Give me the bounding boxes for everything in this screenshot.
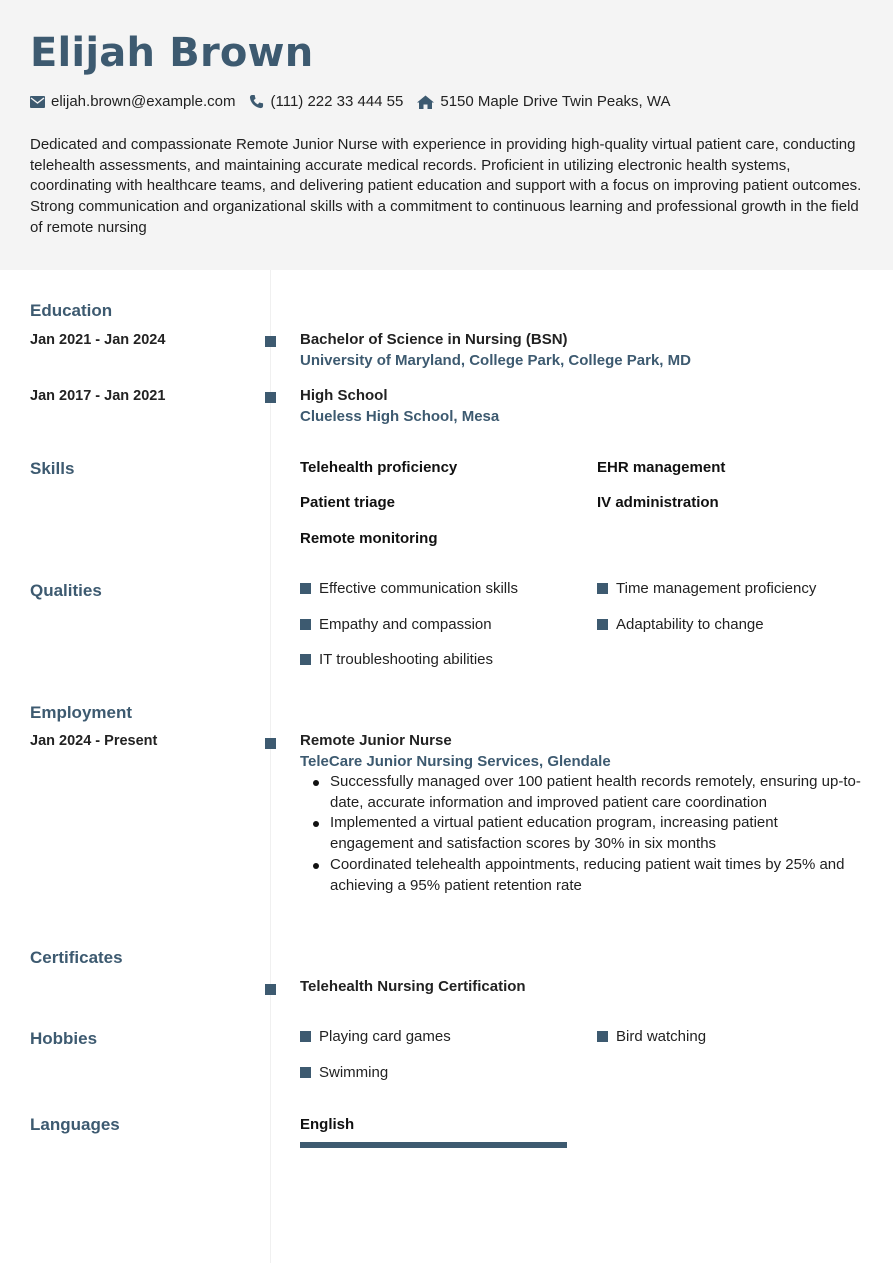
candidate-name: Elijah Brown: [30, 30, 314, 76]
education-school: Clueless High School, Mesa: [300, 408, 500, 425]
timeline-marker-icon: [265, 336, 276, 347]
section-title-qualities: Qualities: [30, 581, 102, 600]
quality-item: [300, 616, 492, 633]
section-title-education: Education: [30, 301, 113, 320]
contact-email: [30, 93, 235, 110]
education-date: Jan 2021 - Jan 2024: [30, 332, 166, 348]
language-name: English: [300, 1116, 355, 1133]
square-bullet-icon: [300, 583, 311, 594]
language-proficiency-bar: [300, 1142, 567, 1148]
timeline-marker-icon: [265, 738, 276, 749]
envelope-icon: [30, 96, 45, 108]
square-bullet-icon: [300, 1031, 311, 1042]
duty-item: Implemented a virtual patient education program, increasing patient engagement and satisfaction scores by 30% in six months: [300, 813, 865, 854]
quality-label: Empathy and compassion: [319, 616, 492, 633]
hobby-label: Bird watching: [616, 1028, 707, 1045]
quality-item: [597, 616, 764, 633]
contact-row: [30, 93, 684, 110]
section-title-skills: Skills: [30, 459, 75, 478]
skill-item: Patient triage: [300, 494, 396, 511]
quality-item: [300, 651, 493, 668]
employer: TeleCare Junior Nursing Services, Glendale: [300, 753, 611, 770]
square-bullet-icon: [300, 619, 311, 630]
quality-label: Time management proficiency: [616, 580, 817, 597]
timeline-marker-icon: [265, 392, 276, 403]
quality-label: Adaptability to change: [616, 616, 764, 633]
professional-summary: Dedicated and compassionate Remote Junior Nurse with experience in providing high-quality virtual patient care, conducting telehealth assessments, and maintaining accurate medical records. Proficient in utilizing electronic health systems, coordinating with healthcare teams, and delivering patient education and support with a focus on improving patient outcomes. Strong communication and organizational skills with a commitment to continuous learning and professional growth in the field of remote nursing: [30, 136, 862, 236]
education-school: University of Maryland, College Park, College Park, MD: [300, 352, 691, 369]
hobby-item: [300, 1028, 451, 1045]
section-title-languages: Languages: [30, 1115, 120, 1134]
quality-label: IT troubleshooting abilities: [319, 651, 493, 668]
employment-date: Jan 2024 - Present: [30, 733, 158, 749]
job-title: Remote Junior Nurse: [300, 732, 452, 749]
education-degree: Bachelor of Science in Nursing (BSN): [300, 331, 568, 348]
address-text: 5150 Maple Drive Twin Peaks, WA: [440, 93, 671, 110]
hobby-item: [300, 1064, 388, 1081]
square-bullet-icon: [300, 1067, 311, 1078]
hobby-item: [597, 1028, 706, 1045]
hobby-label: Playing card games: [319, 1028, 451, 1045]
quality-label: Effective communication skills: [319, 580, 518, 597]
square-bullet-icon: [597, 1031, 608, 1042]
email-text: elijah.brown@example.com: [51, 93, 236, 110]
contact-address: [417, 93, 670, 110]
resume-header: [0, 0, 893, 270]
certificate-name: Telehealth Nursing Certification: [300, 978, 526, 995]
column-divider: [270, 270, 271, 1263]
duty-item: Successfully managed over 100 patient health records remotely, ensuring up-to-date, accurate information and improved patient care coordination: [300, 772, 865, 813]
phone-icon: [249, 94, 264, 109]
home-icon: [417, 95, 434, 109]
section-title-hobbies: Hobbies: [30, 1029, 98, 1048]
section-title-certificates: Certificates: [30, 948, 123, 967]
square-bullet-icon: [300, 654, 311, 665]
skill-item: Remote monitoring: [300, 530, 438, 547]
timeline-marker-icon: [265, 984, 276, 995]
skill-item: EHR management: [597, 459, 726, 476]
education-date: Jan 2017 - Jan 2021: [30, 388, 166, 404]
skill-item: Telehealth proficiency: [300, 459, 458, 476]
skill-item: IV administration: [597, 494, 719, 511]
job-duties-list: [300, 772, 865, 896]
quality-item: [597, 580, 816, 597]
hobby-label: Swimming: [319, 1064, 389, 1081]
duty-item: Coordinated telehealth appointments, reducing patient wait times by 25% and achieving a 95% patient retention rate: [300, 855, 865, 896]
education-degree: High School: [300, 387, 388, 404]
phone-text: (111) 222 33 444 55: [270, 93, 404, 110]
quality-item: [300, 580, 518, 597]
contact-phone: [249, 93, 403, 110]
square-bullet-icon: [597, 619, 608, 630]
square-bullet-icon: [597, 583, 608, 594]
section-title-employment: Employment: [30, 703, 133, 722]
